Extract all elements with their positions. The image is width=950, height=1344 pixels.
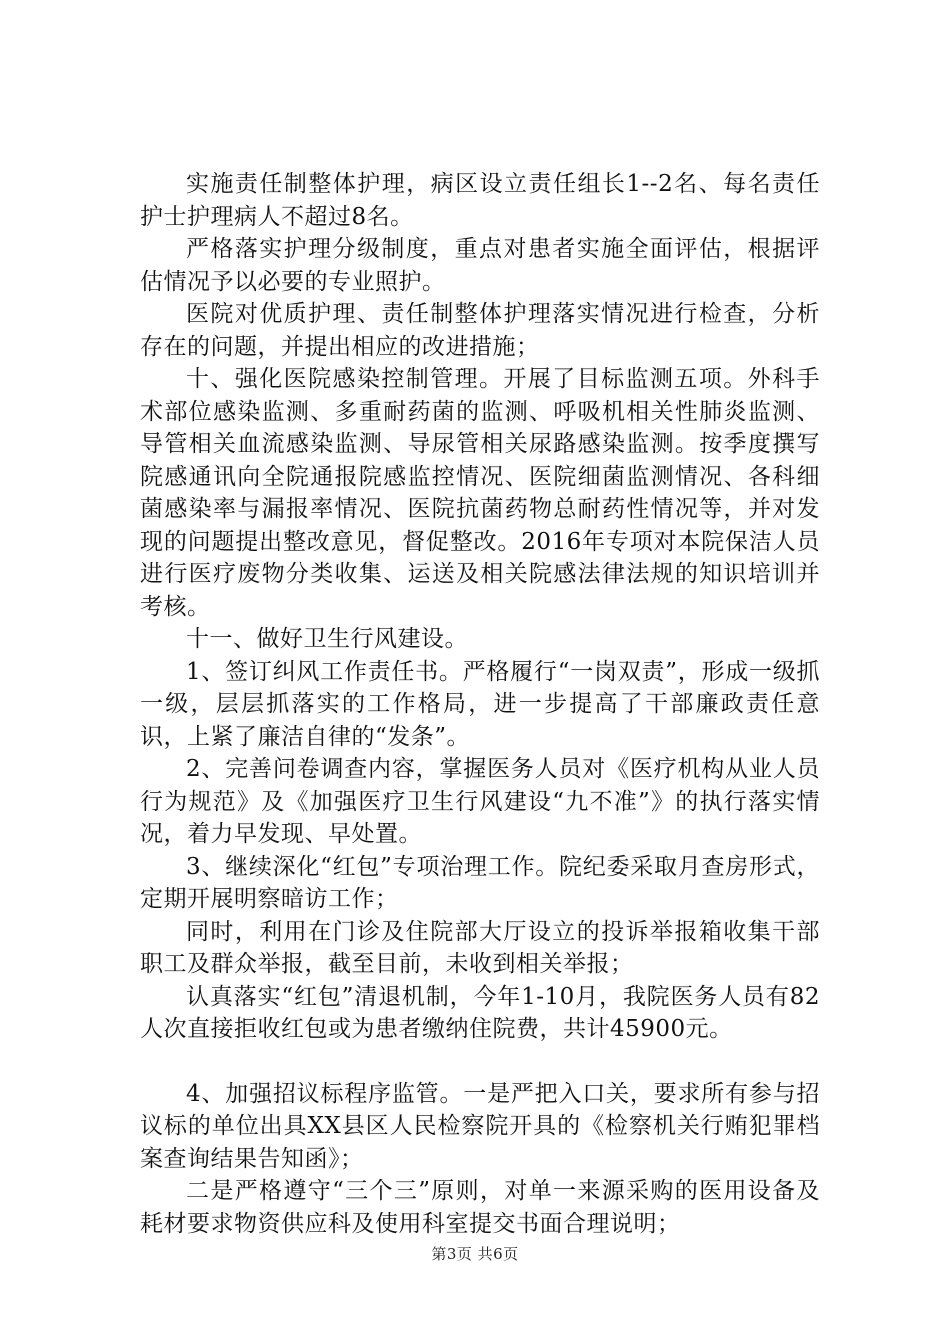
- paragraph: 4、加强招议标程序监管。一是严把入口关，要求所有参与招议标的单位出具XX县区人民检察院开具的《检察机关行贿犯罪档案查询结果告知函》；: [140, 1080, 820, 1172]
- paragraph: 2、完善问卷调查内容，掌握医务人员对《医疗机构从业人员行为规范》及《加强医疗卫生行风建设“九不准”》的执行落实情况，着力早发现、早处置。: [140, 756, 820, 847]
- paragraph: 医院对优质护理、责任制整体护理落实情况进行检查，分析存在的问题，并提出相应的改进措施；: [140, 301, 820, 360]
- paragraph: 同时，利用在门诊及住院部大厅设立的投诉举报箱收集干部职工及群众举报，截至目前，未收到相关举报；: [140, 918, 820, 977]
- page-number-footer: 第3页 共6页: [431, 1245, 519, 1263]
- paragraph: 严格落实护理分级制度，重点对患者实施全面评估，根据评估情况予以必要的专业照护。: [140, 236, 820, 295]
- paragraph: 实施责任制整体护理，病区设立责任组长1--2名、每名责任护士护理病人不超过8名。: [140, 171, 820, 230]
- paragraph: 十、强化医院感染控制管理。开展了目标监测五项。外科手术部位感染监测、多重耐药菌的监测、呼吸机相关性肺炎监测、导管相关血流感染监测、导尿管相关尿路感染监测。按季度撰写院感通讯向全院通报院感监控情况、医院细菌监测情况、各科细菌感染率与漏报率情况、医院抗菌药物总耐药性情况等，并对发现的问题提出整改意见，督促整改。2016年专项对本院保洁人员进行医疗废物分类收集、运送及相关院感法律法规的知识培训并考核。: [140, 366, 820, 620]
- paragraph: 二是严格遵守“三个三”原则，对单一来源采购的医用设备及耗材要求物资供应科及使用科室提交书面合理说明；: [140, 1178, 820, 1237]
- paragraph: 1、签订纠风工作责任书。严格履行“一岗双责”，形成一级抓一级，层层抓落实的工作格局，进一步提高了干部廉政责任意识，上紧了廉洁自律的“发条”。: [140, 658, 820, 750]
- paragraph: 3、继续深化“红包”专项治理工作。院纪委采取月查房形式，定期开展明察暗访工作；: [140, 853, 820, 912]
- paragraph: 认真落实“红包”清退机制，今年1-10月，我院医务人员有82人次直接拒收红包或为患者缴纳住院费，共计45900元。: [140, 983, 820, 1042]
- section-heading: 十一、做好卫生行风建设。: [186, 626, 468, 652]
- document-body: [140, 168, 820, 1240]
